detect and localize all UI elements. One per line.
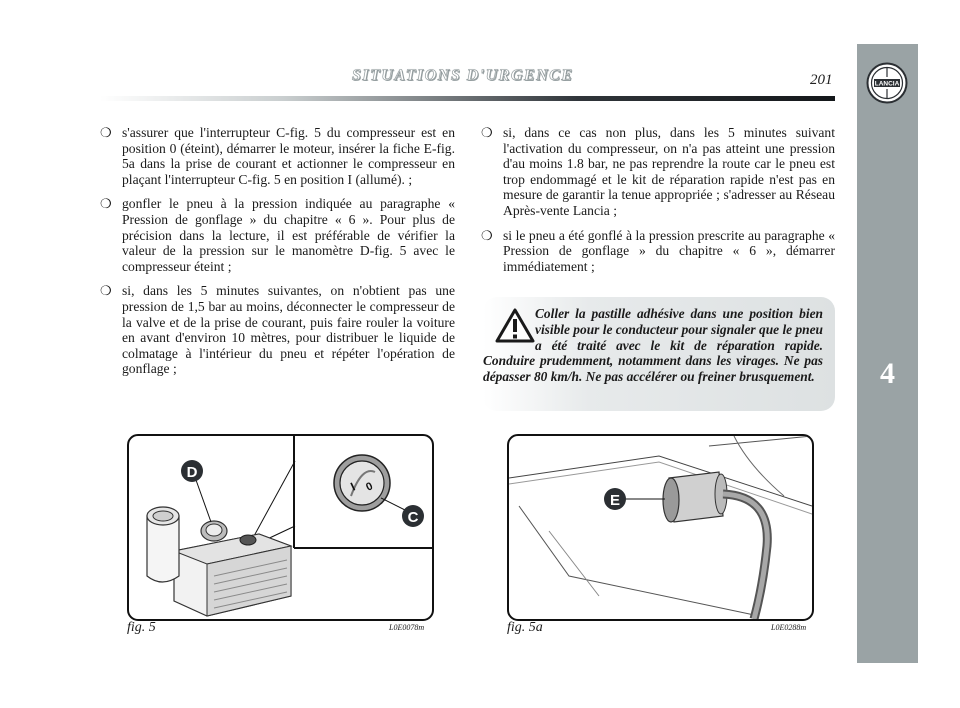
- lancia-logo: [866, 62, 908, 104]
- chapter-number: 4: [880, 357, 895, 390]
- figure-label-c: C: [407, 509, 419, 526]
- header-rule: [100, 96, 835, 101]
- list-item: ❍ gonfler le pneu à la pression indiquée au paragraphe « Pression de gonflage » du chapitre « 6 ». Pour plus de précision dans la lecture, il est préférable de vérifier la valeur de la pression sur le manomètre D-fig. 5 avec le compresseur éteint ;: [100, 196, 455, 274]
- bullet-icon: ❍: [100, 196, 112, 212]
- bullet-icon: ❍: [100, 283, 112, 299]
- bullet-icon: ❍: [100, 125, 112, 140]
- bullet-icon: ❍: [481, 227, 493, 243]
- bullet-icon: ❍: [481, 125, 493, 140]
- left-column: [100, 125, 455, 386]
- page-number: 201: [810, 72, 833, 88]
- list-item: ❍ si, dans ce cas non plus, dans les 5 minutes suivant l'activation du compresseur, on n'a pas atteint une pression d'au moins 1.8 bar, ne pas reprendre la route car le pneu est trop endommagé et le kit de réparation rapide n'est pas en mesure de garantir la tenue appropriée ; s'adresser au Réseau Après-vente Lancia ;: [481, 125, 835, 218]
- figure-label-e: E: [609, 492, 621, 509]
- figure-5-code: L0E0078m: [389, 623, 425, 632]
- figure-5a-code: L0E0288m: [771, 623, 807, 632]
- compressor-illustration: [129, 436, 432, 619]
- figure-5a-caption: fig. 5a: [507, 620, 543, 635]
- list-item: ❍ s'assurer que l'interrupteur C-fig. 5 du compresseur est en position 0 (éteint), démarrer le moteur, insérer la fiche E-fig. 5a dans la prise de courant et actionner le compresseur en plaçant l'interrupteur C-fig. 5 en position I (allumé). ;: [100, 125, 455, 187]
- warning-triangle-icon: [495, 308, 535, 344]
- section-title: SITUATIONS D'URGENCE: [352, 67, 574, 84]
- list-item: ❍ si, dans les 5 minutes suivantes, on n'obtient pas une pression de 1,5 bar au moins, déconnecter le compresseur de la valve et de la prise de courant, puis faire rouler la voiture en avant d'environ 10 mètres, pour distribuer le liquide de colmatage à l'intérieur du pneu et répéter l'opération de gonflage ;: [100, 283, 455, 377]
- figure-5-compressor: [127, 434, 434, 621]
- right-column: [481, 125, 835, 283]
- socket-illustration: [509, 436, 812, 619]
- figure-label-d: D: [186, 464, 198, 481]
- warning-text: Coller la pastille adhésive dans une position bien visible pour le conducteur pour signaler que le pneu a été traité avec le kit de réparation rapide. Conduire prudemment, notamment dans les virages. Ne pas dépasser 80 km/h. Ne pas accélérer ou freiner brusquement.: [483, 306, 823, 385]
- switch-mark-i: I: [348, 479, 358, 494]
- logo-text: LANCIA: [874, 80, 900, 88]
- warning-box: [483, 297, 835, 411]
- figure-5a-socket: [507, 434, 814, 621]
- figure-5-caption: fig. 5: [127, 620, 156, 635]
- switch-mark-0: 0: [364, 480, 375, 494]
- chapter-tab-strip: [857, 44, 918, 663]
- list-item: ❍ si le pneu a été gonflé à la pression prescrite au paragraphe « Pression de gonflage » du chapitre « 6 », démarrer immédiatement ;: [481, 227, 835, 274]
